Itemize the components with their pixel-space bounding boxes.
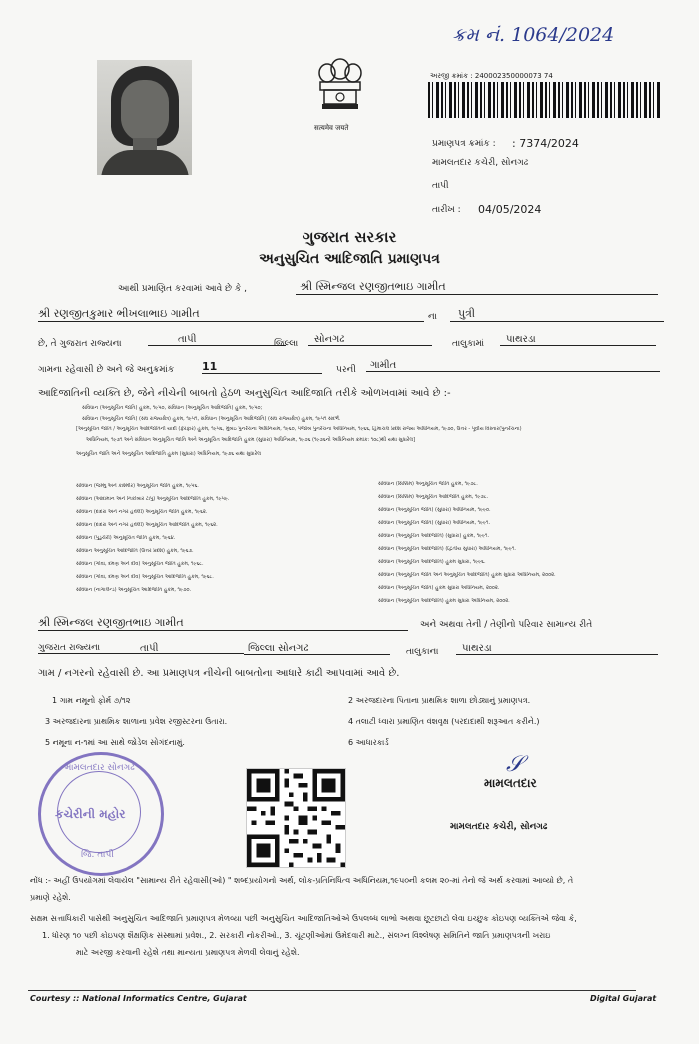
signature: 𝒮: [506, 752, 524, 777]
signatory-title: મામલતદાર: [484, 776, 537, 790]
state-emblem-icon: [310, 57, 370, 127]
handwritten-reference: ક્રમ નં. 1064/2024: [452, 24, 615, 46]
law-line-2: સંવિધાન (અનુસૂચિત જાતિ) (સંઘ રાજ્યક્ષેત્ર) હુકમ, ૧૯૫૧, સંવિધાન (અનુસૂચિત આદિજાતિ) (સંઘ રાજ્યક્ષેત્ર) હુકમ, ૧૯૫૧ સંદર્ભ.: [82, 416, 341, 422]
certify-line: આથી પ્રમાણિત કરવામાં આવે છે કે ,: [118, 284, 247, 294]
stamp-label: કચેરીની મહોર: [55, 807, 126, 821]
document-3: 3 અરજદારના પ્રાથમિક શાળાના પ્રવેશ રજીસ્ટરના ઉતારા.: [45, 717, 228, 726]
schedule-label: ગામના રહેવાસી છે અને જે અનુક્રમાંક: [38, 365, 175, 375]
jilla-label: જિલ્લા: [274, 339, 299, 349]
law-line-1: સંવિધાન (અનુસૂચિત જાતિ) હુકમ, ૧૯૫૦, સંવિધાન (અનુસૂચિત આદિજાતિ) હુકમ, ૧૯૫૦;: [82, 405, 263, 411]
document-2: 2 અરજદારના પિતાના પ્રાથમિક શાળા છોડ્યાનું પ્રમાણપત્ર.: [348, 696, 531, 705]
note-line-1: નોંધ :- અહીં ઉપયોગમાં લેવાયેલ "સામાન્ય રીતે રહેવાસી(ઓ) " શબ્દપ્રયોગનો અર્થ, લોક-પ્રતિનિધિત્વ અધિનિયમ,૧૯૫૦ની કલમ ૨૦-માં તેનો જે અર્થ કરવામાં આવ્યો છે, તે: [30, 876, 574, 885]
order-right-5: સંવિધાન (અનુસૂચિત આદિજાતિ) (સુધારા) હુકમ, ૧૯૯૧.: [378, 533, 490, 539]
barcode: [428, 82, 660, 118]
application-number: અરજી ક્રમાંક : 240002350000073 74: [430, 72, 553, 80]
instruction-line-1: સક્ષમ સત્તાધિકારી પાસેથી અનુસુચિત આદિજાતિ પ્રમાણપત્ર મેળવ્યા પછી અનુસુચિત આદિજાતિઓએ ઉપલબ્ધ લાભો અથવા છૂટછાટો લેવા ઇચ્છુક કોઇપણ વ્યક્તિએ જેવા કે,: [30, 914, 577, 923]
order-left-5: સંવિધાન (પુડુચેરી) અનુસૂચિત જાતિ હુકમ, ૧૯૬૪.: [76, 535, 176, 541]
issue-date: 04/05/2024: [478, 203, 542, 216]
instruction-line-3: માટે અરજી કરવાની રહેશે તથા માન્યતા પ્રમાણપત્ર મેળવી લેવાનું રહેશે.: [76, 948, 300, 957]
document-6: 6 આધારકાર્ડ: [348, 738, 389, 747]
order-right-3: સંવિધાન (અનુસૂચિત જાતિ) (સુધારા) અધિનિયમ, ૧૯૯૦.: [378, 507, 491, 513]
order-right-8: સંવિધાન (અનુસૂચિત જાતિ અને અનુસૂચિત આદિજાતિ) હુકમ સુધારા અધિનિયમ, ૨૦૦૨.: [378, 572, 556, 578]
state-line-2-label: ગુજરાત રાજ્યના: [38, 643, 244, 654]
government-title: ગુજરાત સરકાર: [302, 228, 397, 246]
order-right-2: સંવિધાન (સિક્કિમ) અનુસૂચિત આદિજાતિ હુકમ, ૧૯૭૮.: [378, 494, 489, 500]
holder-name: શ્રી સ્મિન્જલ રણજીતભાઇ ગામીત: [296, 280, 658, 295]
stamp-bottom-text: જિ. તાપી: [81, 850, 114, 860]
stamp-ring-text: મામલતદાર સોનગઢ: [65, 763, 135, 773]
law-line-3: [અનુસૂચિત જાતિ / અનુસૂચિત આદિજાતિની યાદી (ફેરફાર) હુકમ, ૧૯૫૬, મુંબઇ પુનર્રચના અધિનિયમ, ૧૯૬૦, પંજાબ પુનર્રચના અધિનિયમ, ૧૯૬૬, હિમાચલ પ્રદેશ રાજ્ય અધિનિયમ, ૧૯૭૦, ઉત્તર - પૂર્વીય વિસ્તાર(પુનર્રચના): [76, 426, 522, 432]
order-right-1: સંવિધાન (સિક્કિમ) અનુસૂચિત જાતિ હુકમ, ૧૯૭૮.: [378, 481, 478, 487]
na-label: ના: [428, 312, 437, 322]
relation: પુત્રી: [450, 307, 664, 322]
taluka-name: સોનગઢ: [308, 334, 432, 346]
order-left-8: સંવિધાન (ગોવા, દમણ અને દીવ) અનુસૂચિત આદિજાતિ હુકમ, ૧૯૬૮.: [76, 574, 214, 580]
office-district: તાપી: [432, 181, 449, 191]
certificate-title: અનુસુચિત આદિજાતિ પ્રમાણપત્ર: [259, 251, 440, 267]
document-4: 4 તલાટી ધ્વારા પ્રમાણિત વંશવૃક્ષ (પરદાદાથી શરૂઆત કરીને.): [348, 717, 540, 726]
signatory-office: મામલતદાર કચેરી, સોનગઢ: [450, 822, 548, 832]
note-line-2: પ્રમાણે રહેશે.: [30, 893, 71, 902]
law-line-4: અધિનિયમ, ૧૯૭૧ અને સંવિધાન અનુસૂચિત જાતિ અને અનુસૂચિત આદિજાતિ હુકમ (સુધારા) અધિનિયમ, ૧૯૭૬ (૧૯૭૬નો અધિનિયમ ક્રમાંક: ૧૦૮)થી યથા સુધારેલ]: [86, 437, 416, 443]
taluka-2-label: તાલુકાના: [406, 647, 439, 657]
law-line-5: અનુસૂચિત જાતિ અને અનુસૂચિત આદિજાતિ હુકમ (સુધારા) અધિનિયમ, ૧૯૭૬ યથા સુધારેલ: [76, 451, 261, 457]
date-label: તારીખ :: [432, 205, 461, 215]
jilla-2: જિલ્લા સોનગઢ: [244, 643, 390, 655]
basis-line: ગામ / નગરનો રહેવાસી છે. આ પ્રમાણપત્ર નીચેની બાબતોના આધારે કાઢી આપવામાં આવે છે.: [38, 668, 400, 679]
state-district: તાપી: [148, 334, 286, 346]
order-left-7: સંવિધાન (ગોવા, દમણ અને દીવ) અનુસૂચિત જાતિ હુકમ, ૧૯૬૮.: [76, 561, 204, 567]
state-line-label: છે, તે ગુજરાત રાજ્યના: [38, 339, 122, 349]
order-left-3: સંવિધાન (દાદરા અને નગર હવેલી) અનુસૂચિત જાતિ હુકમ, ૧૯૬૨.: [76, 509, 208, 515]
order-right-10: સંવિધાન (અનુસૂચિત આદિજાતિ) હુકમ સુધારા અધિનિયમ, ૨૦૦૨.: [378, 598, 510, 604]
cert-no: : 7374/2024: [512, 137, 579, 150]
order-left-1: સંવિધાન (જમ્મુ અને કાશ્મીર) અનુસૂચિત જાતિ હુકમ, ૧૯૫૬.: [76, 483, 199, 489]
footer-brand: Digital Gujarat: [590, 994, 657, 1003]
village-2: પાથરડા: [456, 643, 658, 655]
order-right-4: સંવિધાન (અનુસૂચિત જાતિ) (સુધારા) અધિનિયમ, ૧૯૯૧.: [378, 520, 491, 526]
village-name: પાથરડા: [500, 334, 656, 346]
office-stamp: [38, 752, 164, 876]
cert-no-label: પ્રમાણપત્ર ક્રમાંક :: [432, 139, 496, 149]
parni-label: પરની: [336, 365, 356, 375]
instruction-line-2: 1. ધોરણ ૧૦ પછી કોઇપણ શૈક્ષણિક સંસ્થામાં પ્રવેશ., 2. સરકારી નોકરીઓ., 3. ચૂંટણીઓમાં ઉમેદવારી માટે., સંલગ્ન વિશ્લેષણ સમિતિને જાતિ પ્રમાણપત્રની ખરાઇ: [42, 931, 551, 940]
order-left-4: સંવિધાન (દાદરા અને નગર હવેલી) અનુસૂચિત આદિજાતિ હુકમ, ૧૯૬૨.: [76, 522, 218, 528]
order-right-7: સંવિધાન (અનુસૂચિત આદિજાતિ) હુકમ સુધારા, ૧૯૯૬.: [378, 559, 486, 565]
order-right-6: સંવિધાન (અનુસૂચિત આદિજાતિ) (દ્વિતીય સુધારા) અધિનિયમ, ૧૯૯૧.: [378, 546, 516, 552]
emblem-motto: सत्यमेव जयते: [314, 124, 349, 132]
order-left-2: સંવિધાન (આંદામાન અને નિકોબાર ટાપુ) અનુસૂચિત આદિજાતિ હુકમ, ૧૯૫૯.: [76, 496, 230, 502]
order-left-6: સંવિધાન અનુસૂચિત આદિજાતિ (ઉત્તર પ્રદેશ) હુકમ, ૧૯૬૭.: [76, 548, 194, 554]
order-right-9: સંવિધાન (અનુસૂચિત જાતિ) હુકમ સુધારા અધિનિયમ, ૨૦૦૨.: [378, 585, 500, 591]
father-name: શ્રી રણજીતકુમાર ભીખલાભાઇ ગામીત: [38, 307, 424, 322]
applicant-photo: [97, 60, 192, 175]
taluka-label: તાલુકામાં: [452, 339, 485, 349]
order-left-9: સંવિધાન (નાગાલેન્ડ) અનુસૂચિત આદિજાતિ હુકમ, ૧૯૭૦.: [76, 587, 192, 593]
tribe-name: ગામીત: [366, 360, 660, 372]
office-name: મામલતદાર કચેરી, સોનગઢ: [432, 158, 529, 168]
family-line: અને અથવા તેની / તેણીનો પરિવાર સામાન્ય રીતે: [420, 620, 593, 630]
qr-code: [246, 768, 346, 868]
tribe-statement: આદિજાતિની વ્યક્તિ છે, જેને નીચેની બાબતો હેઠળ અનુસુચિત આદિજાતિ તરીકે ઓળખવામાં આવે છે :-: [38, 388, 451, 399]
holder-name-repeat: શ્રી સ્મિન્જલ રણજીતભાઇ ગામીત: [38, 616, 408, 631]
footer-courtesy: Courtesy :: National Informatics Centre, Gujarat: [30, 994, 247, 1003]
footer-rule: [28, 990, 636, 991]
document-1: 1 ગામ નમૂનો ફોર્મ ૭/૧૨: [52, 696, 131, 705]
document-5: 5 નમૂના ન-૧માં આ સાથે જોડેલ સોગંદનામું.: [45, 738, 185, 747]
schedule-number: 11: [202, 360, 322, 374]
state-district-2: તાપી: [140, 643, 159, 654]
